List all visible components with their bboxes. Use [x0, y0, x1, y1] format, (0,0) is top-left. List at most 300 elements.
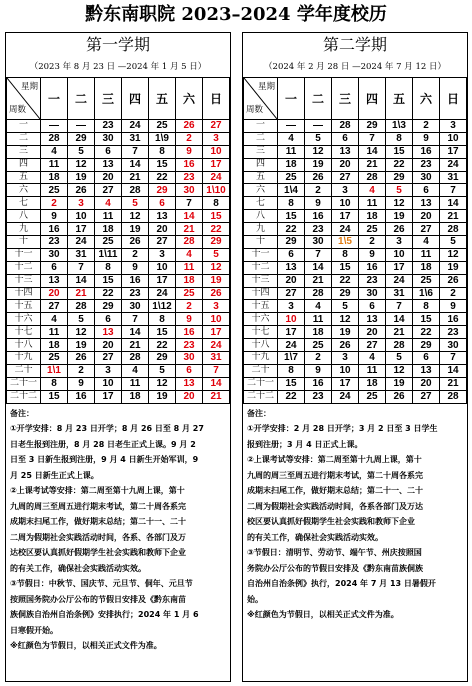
day-cell: 10	[332, 364, 359, 377]
day-cell: 26	[332, 339, 359, 352]
day-cell: 20	[95, 171, 122, 184]
notes-line: ※红颜色为节假日，以相关正式文件为准。	[247, 610, 399, 620]
day-cell: 29	[149, 352, 176, 365]
week-number-cell: 十九	[244, 352, 278, 365]
day-cell: 1\10	[203, 184, 230, 197]
day-cell: 17	[332, 210, 359, 223]
day-cell: 17	[68, 223, 95, 236]
day-cell: 1\1	[41, 364, 68, 377]
day-cell: 27	[359, 339, 386, 352]
week-row	[244, 158, 467, 171]
day-cell: 15	[413, 313, 440, 326]
week-number-cell: 六	[244, 184, 278, 197]
day-cell: 8	[413, 300, 440, 313]
day-cell: 13	[176, 377, 203, 390]
day-cell: 20	[176, 390, 203, 403]
day-cell: 8	[278, 197, 305, 210]
day-cell: 26	[386, 223, 413, 236]
day-cell: 13	[413, 197, 440, 210]
week-row	[7, 364, 230, 377]
day-cell: 17	[278, 326, 305, 339]
day-cell: 5	[149, 364, 176, 377]
day-cell: 24	[122, 120, 149, 133]
day-cell: 23	[440, 326, 467, 339]
week-row	[7, 210, 230, 223]
week-number-cell: 十三	[7, 274, 41, 287]
day-cell: 21	[176, 223, 203, 236]
week-number-cell: 三	[7, 145, 41, 158]
day-cell: 8	[203, 197, 230, 210]
day-cell: 14	[440, 197, 467, 210]
week-row	[7, 339, 230, 352]
day-cell: 24	[386, 274, 413, 287]
day-cell: 18	[305, 326, 332, 339]
day-cell: 25	[278, 171, 305, 184]
week-row	[7, 158, 230, 171]
day-cell: 19	[386, 377, 413, 390]
week-row	[244, 120, 467, 133]
day-cell: 3	[332, 352, 359, 365]
day-cell: 29	[95, 300, 122, 313]
day-cell: 25	[41, 184, 68, 197]
day-cell: 24	[68, 236, 95, 249]
day-cell: 14	[305, 261, 332, 274]
week-number-cell: 十五	[244, 300, 278, 313]
day-cell: 9	[176, 313, 203, 326]
day-cell: 28	[122, 184, 149, 197]
weekday-header: 五	[386, 78, 413, 120]
day-cell: 13	[332, 145, 359, 158]
day-cell: 28	[41, 132, 68, 145]
week-number-cell: 十九	[7, 352, 41, 365]
day-cell: 17	[203, 326, 230, 339]
day-cell: 2	[305, 184, 332, 197]
day-cell: 28	[305, 287, 332, 300]
day-cell: 29	[359, 120, 386, 133]
day-cell: 26	[440, 274, 467, 287]
day-cell: 11	[413, 248, 440, 261]
day-cell: 16	[413, 145, 440, 158]
day-cell: 15	[41, 390, 68, 403]
week-number-cell: 二十二	[7, 390, 41, 403]
day-cell: 6	[95, 313, 122, 326]
week-number-cell: 一	[7, 120, 41, 133]
day-cell: 3	[386, 236, 413, 249]
day-cell: 9	[122, 261, 149, 274]
day-cell: 4	[95, 197, 122, 210]
notes-line: 日寒假开始。	[10, 625, 58, 635]
notes-line: 成期末扫尾工作，做好期末总结；第二十一、二十	[247, 486, 423, 496]
week-number-cell: 十二	[7, 261, 41, 274]
day-cell: 23	[41, 236, 68, 249]
day-cell: 25	[359, 223, 386, 236]
notes-line: 族侗族自治州自治条例》安排执行；2024 年 1 月 6	[10, 610, 199, 620]
day-cell: 2	[305, 352, 332, 365]
day-cell: 21	[440, 210, 467, 223]
weekday-header: 四	[122, 78, 149, 120]
day-cell: 2	[176, 300, 203, 313]
week-row	[7, 287, 230, 300]
calendar-table	[243, 77, 467, 404]
day-cell: 2	[41, 197, 68, 210]
day-cell: 14	[203, 377, 230, 390]
day-cell: 4	[359, 184, 386, 197]
day-cell: 30	[359, 287, 386, 300]
day-cell: 12	[386, 197, 413, 210]
day-cell: 30	[41, 248, 68, 261]
week-number-cell: 三	[244, 145, 278, 158]
day-cell: 15	[386, 145, 413, 158]
day-cell: 30	[305, 236, 332, 249]
week-number-cell: 二	[7, 132, 41, 145]
day-cell: 23	[95, 120, 122, 133]
day-cell: 31	[440, 171, 467, 184]
day-cell: 26	[68, 184, 95, 197]
week-row	[244, 210, 467, 223]
day-cell: 25	[359, 390, 386, 403]
day-cell: 17	[386, 261, 413, 274]
day-cell: 31	[203, 352, 230, 365]
weekday-header: 三	[332, 78, 359, 120]
day-cell: 30	[176, 184, 203, 197]
week-row	[244, 377, 467, 390]
week-number-cell: 八	[7, 210, 41, 223]
day-cell: 27	[203, 120, 230, 133]
day-cell: 6	[41, 261, 68, 274]
day-cell: 21	[359, 158, 386, 171]
day-cell: 24	[332, 223, 359, 236]
day-cell: —	[278, 120, 305, 133]
day-cell: 7	[122, 313, 149, 326]
day-cell: 23	[413, 158, 440, 171]
day-cell: —	[68, 120, 95, 133]
day-cell: 12	[122, 210, 149, 223]
day-cell: 22	[386, 158, 413, 171]
week-row	[244, 364, 467, 377]
day-cell: 3	[68, 197, 95, 210]
day-cell: 9	[359, 248, 386, 261]
day-cell: 4	[176, 248, 203, 261]
day-cell: 31	[68, 248, 95, 261]
day-cell: 28	[440, 223, 467, 236]
notes-line: 九周的周三至周五进行期末考试，第二十周各系完	[10, 501, 186, 511]
semester-2-panel	[242, 32, 468, 682]
weekday-header: 一	[41, 78, 68, 120]
notes-line: ※红颜色为节假日，以相关正式文件为准。	[10, 641, 162, 651]
day-cell: 13	[278, 261, 305, 274]
day-cell: 3	[203, 132, 230, 145]
day-cell: 12	[386, 364, 413, 377]
day-cell: 25	[95, 236, 122, 249]
day-cell: 27	[41, 300, 68, 313]
day-cell: 3	[332, 184, 359, 197]
day-cell: 27	[95, 352, 122, 365]
day-cell: 28	[122, 352, 149, 365]
day-cell: 29	[278, 236, 305, 249]
day-cell: 13	[95, 158, 122, 171]
semester-date-range: （2024 年 2 月 28 日 —2024 年 7 月 12 日）	[264, 62, 446, 72]
day-cell: 25	[305, 339, 332, 352]
week-row	[244, 184, 467, 197]
notes-line: 自治州自治条例》执行，2024 年 7 月 13 日暑假开	[247, 579, 436, 589]
week-number-cell: 二十	[7, 364, 41, 377]
day-cell: 9	[305, 364, 332, 377]
week-number-cell: 十八	[244, 339, 278, 352]
weekday-header: 二	[305, 78, 332, 120]
week-row	[244, 248, 467, 261]
day-cell: 19	[386, 210, 413, 223]
notes-line: ②上课考试等安排：第二周至第十九周上课，第十	[247, 455, 422, 465]
day-cell: 7	[440, 184, 467, 197]
day-cell: 20	[278, 274, 305, 287]
day-cell: 8	[332, 248, 359, 261]
day-cell: 26	[305, 171, 332, 184]
notes-line: ①开学安排：2 月 28 日开学；3 月 2 日至 3 日学生	[247, 424, 438, 434]
notes-line: 报到注册；3 月 4 日正式上课。	[247, 439, 363, 449]
day-cell: 11	[41, 326, 68, 339]
week-number-cell: 九	[7, 223, 41, 236]
header-corner-cell	[244, 78, 278, 120]
day-cell: 4	[305, 300, 332, 313]
day-cell: 18	[278, 158, 305, 171]
day-cell: 2	[413, 120, 440, 133]
day-cell: 8	[41, 377, 68, 390]
day-cell: 15	[149, 326, 176, 339]
day-cell: 31	[386, 287, 413, 300]
day-cell: 1\9	[149, 132, 176, 145]
day-cell: 12	[332, 313, 359, 326]
day-cell: 14	[68, 274, 95, 287]
week-number-cell: 十八	[7, 339, 41, 352]
day-cell: 9	[305, 197, 332, 210]
day-cell: 7	[122, 145, 149, 158]
day-cell: 11	[95, 210, 122, 223]
day-cell: 12	[203, 261, 230, 274]
day-cell: 24	[203, 339, 230, 352]
day-cell: 3	[149, 248, 176, 261]
day-cell: 22	[149, 339, 176, 352]
day-cell: 25	[149, 120, 176, 133]
day-cell: 19	[122, 223, 149, 236]
day-cell: 9	[68, 377, 95, 390]
notes-line: ③节假日：中秋节、国庆节、元旦节、侗年、元旦节	[10, 579, 193, 589]
day-cell: 25	[413, 274, 440, 287]
day-cell: 7	[68, 261, 95, 274]
week-number-cell: 十一	[7, 248, 41, 261]
day-cell: 22	[95, 287, 122, 300]
day-cell: 28	[176, 236, 203, 249]
week-row	[7, 145, 230, 158]
day-cell: 17	[332, 377, 359, 390]
day-cell: 21	[68, 287, 95, 300]
day-cell: 1\3	[386, 120, 413, 133]
notes-line: 按照国务院办公厅公布的节假日安排及《黔东南苗	[10, 594, 186, 604]
day-cell: 5	[386, 184, 413, 197]
day-cell: 24	[332, 390, 359, 403]
day-cell: 15	[95, 274, 122, 287]
week-number-cell: 八	[244, 210, 278, 223]
notes-line: 始。	[247, 594, 263, 604]
day-cell: 27	[413, 390, 440, 403]
day-cell: 5	[68, 313, 95, 326]
day-cell: 16	[440, 313, 467, 326]
day-cell: 25	[176, 287, 203, 300]
day-cell: 5	[386, 352, 413, 365]
week-row	[7, 326, 230, 339]
weekday-header: 五	[149, 78, 176, 120]
notes-section	[6, 404, 230, 654]
header-corner-cell	[7, 78, 41, 120]
week-number-cell: 十四	[244, 287, 278, 300]
day-cell: 14	[122, 326, 149, 339]
weekday-header: 日	[203, 78, 230, 120]
day-cell: 19	[68, 339, 95, 352]
day-cell: 3	[95, 364, 122, 377]
week-row	[244, 274, 467, 287]
week-row	[244, 339, 467, 352]
notes-line: 达校区要认真抓好假期学生社会实践和教师下企业	[10, 548, 186, 558]
day-cell: 12	[305, 145, 332, 158]
day-cell: 8	[149, 313, 176, 326]
day-cell: 10	[203, 313, 230, 326]
day-cell: 7	[176, 197, 203, 210]
day-cell: 4	[413, 236, 440, 249]
day-cell: 6	[176, 364, 203, 377]
day-cell: 4	[278, 132, 305, 145]
day-cell: 1\5	[332, 236, 359, 249]
day-cell: 20	[95, 339, 122, 352]
day-cell: 30	[440, 339, 467, 352]
day-cell: 18	[122, 390, 149, 403]
day-cell: 16	[176, 158, 203, 171]
day-cell: 17	[203, 158, 230, 171]
day-cell: 10	[68, 210, 95, 223]
day-cell: 21	[122, 339, 149, 352]
day-cell: 3	[440, 120, 467, 133]
notes-line: 月 25 日新生正式上课。	[10, 470, 99, 480]
week-row	[244, 132, 467, 145]
week-number-cell: 一	[244, 120, 278, 133]
semester-date-range: （2023 年 8 月 23 日 —2024 年 1 月 5 日）	[29, 62, 207, 72]
weekday-header: 六	[413, 78, 440, 120]
semester-title: 第一学期	[85, 35, 150, 54]
notes-line: 日老生报到注册，8 月 28 日老生正式上课。9 月 2	[10, 439, 196, 449]
day-cell: 8	[386, 132, 413, 145]
corner-label-week-number: 周数	[246, 105, 264, 115]
day-cell: 3	[203, 300, 230, 313]
day-cell: 14	[440, 364, 467, 377]
day-cell: 22	[332, 274, 359, 287]
weekday-header: 三	[95, 78, 122, 120]
week-number-cell: 十二	[244, 261, 278, 274]
day-cell: 18	[41, 339, 68, 352]
day-cell: 21	[122, 171, 149, 184]
day-cell: 26	[122, 236, 149, 249]
day-cell: 26	[176, 120, 203, 133]
day-cell: 6	[149, 197, 176, 210]
day-cell: 26	[68, 352, 95, 365]
week-row	[244, 300, 467, 313]
day-cell: 10	[278, 313, 305, 326]
weekday-header: 六	[176, 78, 203, 120]
day-cell: 15	[149, 158, 176, 171]
weekday-header: 日	[440, 78, 467, 120]
day-cell: 20	[413, 210, 440, 223]
week-row	[7, 223, 230, 236]
semester-title: 第二学期	[322, 35, 387, 54]
week-row	[244, 390, 467, 403]
day-cell: 13	[41, 274, 68, 287]
week-row	[244, 171, 467, 184]
day-cell: 1\4	[278, 184, 305, 197]
day-cell: 21	[203, 390, 230, 403]
week-number-cell: 十六	[244, 313, 278, 326]
day-cell: 11	[305, 313, 332, 326]
day-cell: 22	[413, 326, 440, 339]
day-cell: 22	[203, 223, 230, 236]
week-number-cell: 十	[244, 236, 278, 249]
week-row	[244, 236, 467, 249]
corner-label-week-number: 周数	[9, 105, 27, 115]
week-row	[7, 352, 230, 365]
day-cell: 14	[122, 158, 149, 171]
week-row	[7, 197, 230, 210]
week-row	[7, 184, 230, 197]
week-row	[7, 377, 230, 390]
day-cell: 2	[359, 236, 386, 249]
notes-line: 的有关工作，确保社会实践活动实效。	[247, 532, 383, 542]
corner-label-weekday: 星期	[20, 82, 38, 92]
day-cell: 11	[41, 158, 68, 171]
day-cell: 20	[359, 326, 386, 339]
day-cell: 11	[359, 364, 386, 377]
weekday-header: 二	[68, 78, 95, 120]
week-row	[244, 352, 467, 365]
week-number-cell: 五	[7, 171, 41, 184]
day-cell: 24	[278, 339, 305, 352]
day-cell: 7	[440, 352, 467, 365]
day-cell: 7	[305, 248, 332, 261]
week-row	[244, 197, 467, 210]
day-cell: 7	[386, 300, 413, 313]
day-cell: 13	[413, 364, 440, 377]
day-cell: 14	[176, 210, 203, 223]
week-number-cell: 四	[244, 158, 278, 171]
notes-line: ②上课考试等安排：第二周至第十九周上课，第十	[10, 486, 185, 496]
day-cell: 30	[95, 132, 122, 145]
week-number-cell: 十五	[7, 300, 41, 313]
day-cell: 23	[122, 287, 149, 300]
day-cell: 29	[149, 184, 176, 197]
day-cell: 10	[440, 132, 467, 145]
week-number-cell: 七	[244, 197, 278, 210]
day-cell: 2	[440, 287, 467, 300]
weekday-header: 一	[278, 78, 305, 120]
week-row	[7, 274, 230, 287]
day-cell: 10	[203, 145, 230, 158]
day-cell: 2	[176, 132, 203, 145]
week-row	[244, 287, 467, 300]
day-cell: 30	[176, 352, 203, 365]
day-cell: 23	[359, 274, 386, 287]
week-number-cell: 四	[7, 158, 41, 171]
notes-line: 成期末扫尾工作，做好期末总结；第二十一、二十	[10, 517, 186, 527]
day-cell: 19	[68, 171, 95, 184]
day-cell: 1\7	[278, 352, 305, 365]
day-cell: 11	[122, 377, 149, 390]
notes-line: 校区要认真抓好假期学生社会实践和教师下企业	[247, 517, 415, 527]
corner-label-weekday: 星期	[257, 82, 275, 92]
